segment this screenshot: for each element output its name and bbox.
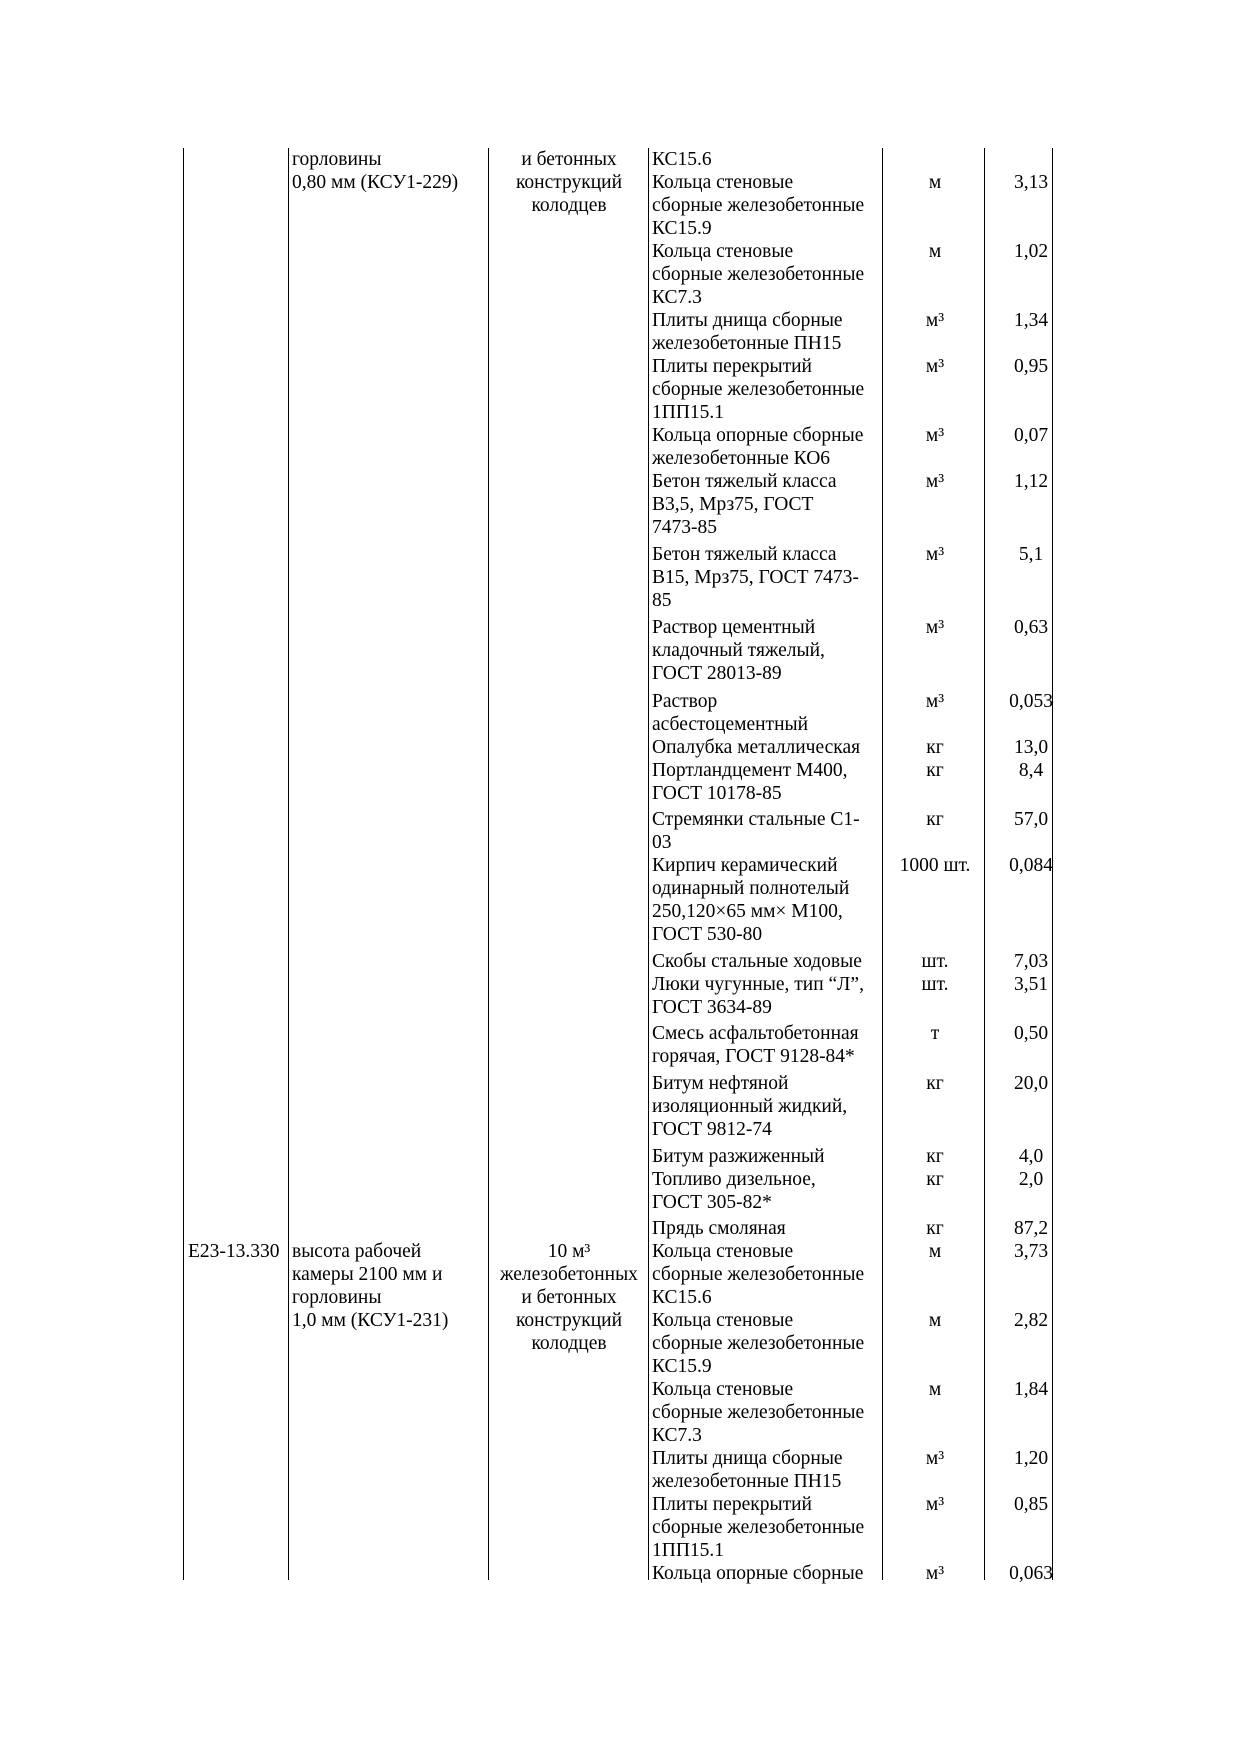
- column-border: [882, 148, 883, 1580]
- material-unit: м: [928, 241, 942, 262]
- material-name-line: КС15.6: [652, 149, 712, 170]
- material-name-line: железобетонные КО6: [652, 448, 831, 469]
- material-quantity: 5,1: [1018, 544, 1044, 565]
- material-quantity: 4,0: [1018, 1146, 1044, 1167]
- material-name-line: 1ПП15.1: [652, 402, 725, 423]
- material-unit: кг: [926, 1146, 944, 1167]
- material-quantity: 0,063: [1009, 1563, 1053, 1584]
- material-unit: м: [928, 1379, 942, 1400]
- material-name-line: Опалубка металлическая: [652, 737, 861, 758]
- column-border: [984, 148, 985, 1580]
- material-name: [652, 1168, 882, 1214]
- material-name-line: сборные железобетонные: [652, 1264, 865, 1285]
- material-unit: м³: [925, 1448, 945, 1469]
- material-name-line: Раствор: [652, 691, 718, 712]
- material-name-line: Битум нефтяной: [652, 1073, 789, 1094]
- material-name: [652, 148, 882, 171]
- work-name-line: горловины: [292, 1287, 382, 1308]
- material-name-line: Кольца стеновые: [652, 172, 794, 193]
- material-unit: шт.: [921, 951, 949, 972]
- material-name: [652, 736, 882, 759]
- material-unit: м³: [925, 471, 945, 492]
- material-name-line: одинарный полнотелый: [652, 878, 850, 899]
- material-quantity: 13,0: [1013, 737, 1049, 758]
- material-unit: м³: [925, 425, 945, 446]
- material-name-line: Кольца опорные сборные: [652, 425, 864, 446]
- material-name: [652, 1240, 882, 1309]
- material-unit: м: [928, 172, 942, 193]
- material-name-line: КС15.6: [652, 1287, 712, 1308]
- work-name-line: высота рабочей: [292, 1241, 422, 1262]
- material-name-line: Бетон тяжелый класса: [652, 544, 837, 565]
- material-unit: кг: [926, 737, 944, 758]
- material-quantity: 20,0: [1013, 1073, 1049, 1094]
- material-quantity: 2,0: [1018, 1169, 1044, 1190]
- material-name: [652, 616, 882, 685]
- material-quantity: 0,85: [1013, 1494, 1049, 1515]
- material-quantity: 0,053: [1009, 691, 1053, 712]
- material-unit: м³: [925, 691, 945, 712]
- material-name-line: КС7.3: [652, 287, 702, 308]
- material-name-line: Битум разжиженный: [652, 1146, 825, 1167]
- material-quantity: 8,4: [1018, 760, 1044, 781]
- material-quantity: 1,20: [1013, 1448, 1049, 1469]
- material-name-line: ГОСТ 3634-89: [652, 997, 772, 1018]
- material-name-line: Бетон тяжелый класса: [652, 471, 837, 492]
- material-unit: кг: [926, 809, 944, 830]
- column-border: [488, 148, 489, 1580]
- material-name-line: ГОСТ 9812-74: [652, 1119, 772, 1140]
- material-name: [652, 1309, 882, 1378]
- material-name-line: ГОСТ 10178-85: [652, 783, 782, 804]
- material-name-line: сборные железобетонные: [652, 264, 865, 285]
- material-quantity: 1,02: [1013, 241, 1049, 262]
- work-name-line: 1,0 мм (КСУ1-231): [292, 1310, 449, 1331]
- material-quantity: 3,51: [1013, 974, 1049, 995]
- material-unit: шт.: [921, 974, 949, 995]
- material-name: [652, 1378, 882, 1447]
- material-unit: м³: [925, 310, 945, 331]
- material-name: [652, 240, 882, 309]
- material-name: [652, 424, 882, 470]
- measure-unit: [492, 1240, 646, 1355]
- material-name-line: Топливо дизельное,: [652, 1169, 816, 1190]
- material-unit: кг: [926, 760, 944, 781]
- material-name-line: Раствор цементный: [652, 617, 816, 638]
- measure-line: и бетонных: [521, 1287, 617, 1308]
- measure-line: конструкций: [515, 172, 623, 193]
- material-name-line: Плиты перекрытий: [652, 356, 812, 377]
- material-name-line: железобетонные ПН15: [652, 1471, 842, 1492]
- material-unit: м³: [925, 356, 945, 377]
- material-quantity: 57,0: [1013, 809, 1049, 830]
- material-unit: м³: [925, 544, 945, 565]
- material-name-line: Кирпич керамический: [652, 855, 838, 876]
- material-name-line: Плиты днища сборные: [652, 1448, 843, 1469]
- material-name: [652, 1493, 882, 1562]
- material-name-line: железобетонные ПН15: [652, 333, 842, 354]
- work-name: [292, 148, 487, 194]
- material-quantity: 1,34: [1013, 310, 1049, 331]
- code-cell: [188, 1240, 288, 1263]
- material-name-line: горячая, ГОСТ 9128-84*: [652, 1046, 855, 1067]
- material-name: [652, 854, 882, 946]
- material-name-line: В15, Мрз75, ГОСТ 7473-: [652, 567, 859, 588]
- material-name-line: 03: [652, 832, 672, 853]
- material-name-line: сборные железобетонные: [652, 1517, 865, 1538]
- material-name-line: изоляционный жидкий,: [652, 1096, 848, 1117]
- material-name-line: Кольца стеновые: [652, 241, 794, 262]
- material-name-line: ГОСТ 28013-89: [652, 663, 782, 684]
- material-name-line: 1ПП15.1: [652, 1540, 725, 1561]
- material-quantity: 2,82: [1013, 1310, 1049, 1331]
- material-name-line: 250,120×65 мм× М100,: [652, 901, 843, 922]
- material-name: [652, 1217, 882, 1240]
- material-name-line: кладочный тяжелый,: [652, 640, 825, 661]
- material-name: [652, 355, 882, 424]
- measure-line: и бетонных: [521, 149, 617, 170]
- material-name-line: В3,5, Мрз75, ГОСТ: [652, 494, 814, 515]
- material-quantity: 0,50: [1013, 1023, 1049, 1044]
- measure-line: колодцев: [531, 1333, 607, 1354]
- material-quantity: 7,03: [1013, 951, 1049, 972]
- material-name-line: Прядь смоляная: [652, 1218, 786, 1239]
- material-name-line: ГОСТ 530-80: [652, 924, 763, 945]
- material-unit: м³: [925, 617, 945, 638]
- material-name-line: Люки чугунные, тип “Л”,: [652, 974, 864, 995]
- material-unit: м³: [925, 1494, 945, 1515]
- material-quantity: 3,73: [1013, 1241, 1049, 1262]
- material-unit: т: [930, 1023, 940, 1044]
- material-name-line: сборные железобетонные: [652, 379, 865, 400]
- material-name-line: Кольца стеновые: [652, 1310, 794, 1331]
- material-name: [652, 171, 882, 240]
- material-unit: кг: [926, 1218, 944, 1239]
- material-name-line: 7473-85: [652, 517, 717, 538]
- material-name-line: Стремянки стальные С1-: [652, 809, 860, 830]
- work-name-line: горловины: [292, 149, 382, 170]
- material-quantity: 1,84: [1013, 1379, 1049, 1400]
- material-name: [652, 808, 882, 854]
- column-border: [648, 148, 649, 1580]
- material-quantity: 0,63: [1013, 617, 1049, 638]
- material-quantity: 1,12: [1013, 471, 1049, 492]
- material-name: [652, 543, 882, 612]
- material-name: [652, 1022, 882, 1068]
- material-name: [652, 690, 882, 736]
- material-name-line: Кольца опорные сборные: [652, 1563, 864, 1584]
- column-border: [183, 148, 184, 1580]
- material-name-line: Кольца стеновые: [652, 1379, 794, 1400]
- material-name-line: 85: [652, 590, 672, 611]
- material-name: [652, 470, 882, 539]
- material-unit: м³: [925, 1563, 945, 1584]
- material-unit: кг: [926, 1169, 944, 1190]
- material-quantity: 0,07: [1013, 425, 1049, 446]
- measure-line: конструкций: [515, 1310, 623, 1331]
- material-unit: кг: [926, 1073, 944, 1094]
- material-name-line: сборные железобетонные: [652, 1333, 865, 1354]
- material-name: [652, 309, 882, 355]
- material-name-line: Портландцемент М400,: [652, 760, 848, 781]
- material-name-line: КС15.9: [652, 1356, 712, 1377]
- material-unit: м: [928, 1241, 942, 1262]
- material-name-line: КС15.9: [652, 218, 712, 239]
- material-name-line: ГОСТ 305-82*: [652, 1192, 772, 1213]
- material-name-line: Плиты перекрытий: [652, 1494, 812, 1515]
- measure-line: 10 м³: [547, 1241, 591, 1262]
- work-name-line: камеры 2100 мм и: [292, 1264, 443, 1285]
- material-unit: м: [928, 1310, 942, 1331]
- material-name-line: КС7.3: [652, 1425, 702, 1446]
- material-quantity: 0,95: [1013, 356, 1049, 377]
- material-quantity: 0,084: [1009, 855, 1053, 876]
- material-quantity: 87,2: [1013, 1218, 1049, 1239]
- material-name: [652, 1072, 882, 1141]
- material-unit: 1000 шт.: [899, 855, 971, 876]
- material-name: [652, 950, 882, 973]
- material-name: [652, 1562, 882, 1585]
- material-name-line: Плиты днища сборные: [652, 310, 843, 331]
- work-name-line: 0,80 мм (КСУ1-229): [292, 172, 459, 193]
- material-quantity: 3,13: [1013, 172, 1049, 193]
- material-name: [652, 973, 882, 1019]
- material-name: [652, 1145, 882, 1168]
- material-name: [652, 1447, 882, 1493]
- measure-line: железобетонных: [500, 1264, 638, 1285]
- material-name-line: сборные железобетонные: [652, 1402, 865, 1423]
- work-name: [292, 1240, 487, 1332]
- measure-unit: [492, 148, 646, 217]
- material-name: [652, 759, 882, 805]
- material-name-line: асбестоцементный: [652, 714, 809, 735]
- material-name-line: Кольца стеновые: [652, 1241, 794, 1262]
- material-name-line: Скобы стальные ходовые: [652, 951, 862, 972]
- column-border: [288, 148, 289, 1580]
- material-name-line: сборные железобетонные: [652, 195, 865, 216]
- material-name-line: Смесь асфальтобетонная: [652, 1023, 859, 1044]
- code: Е23-13.330: [188, 1241, 280, 1262]
- measure-line: колодцев: [531, 195, 607, 216]
